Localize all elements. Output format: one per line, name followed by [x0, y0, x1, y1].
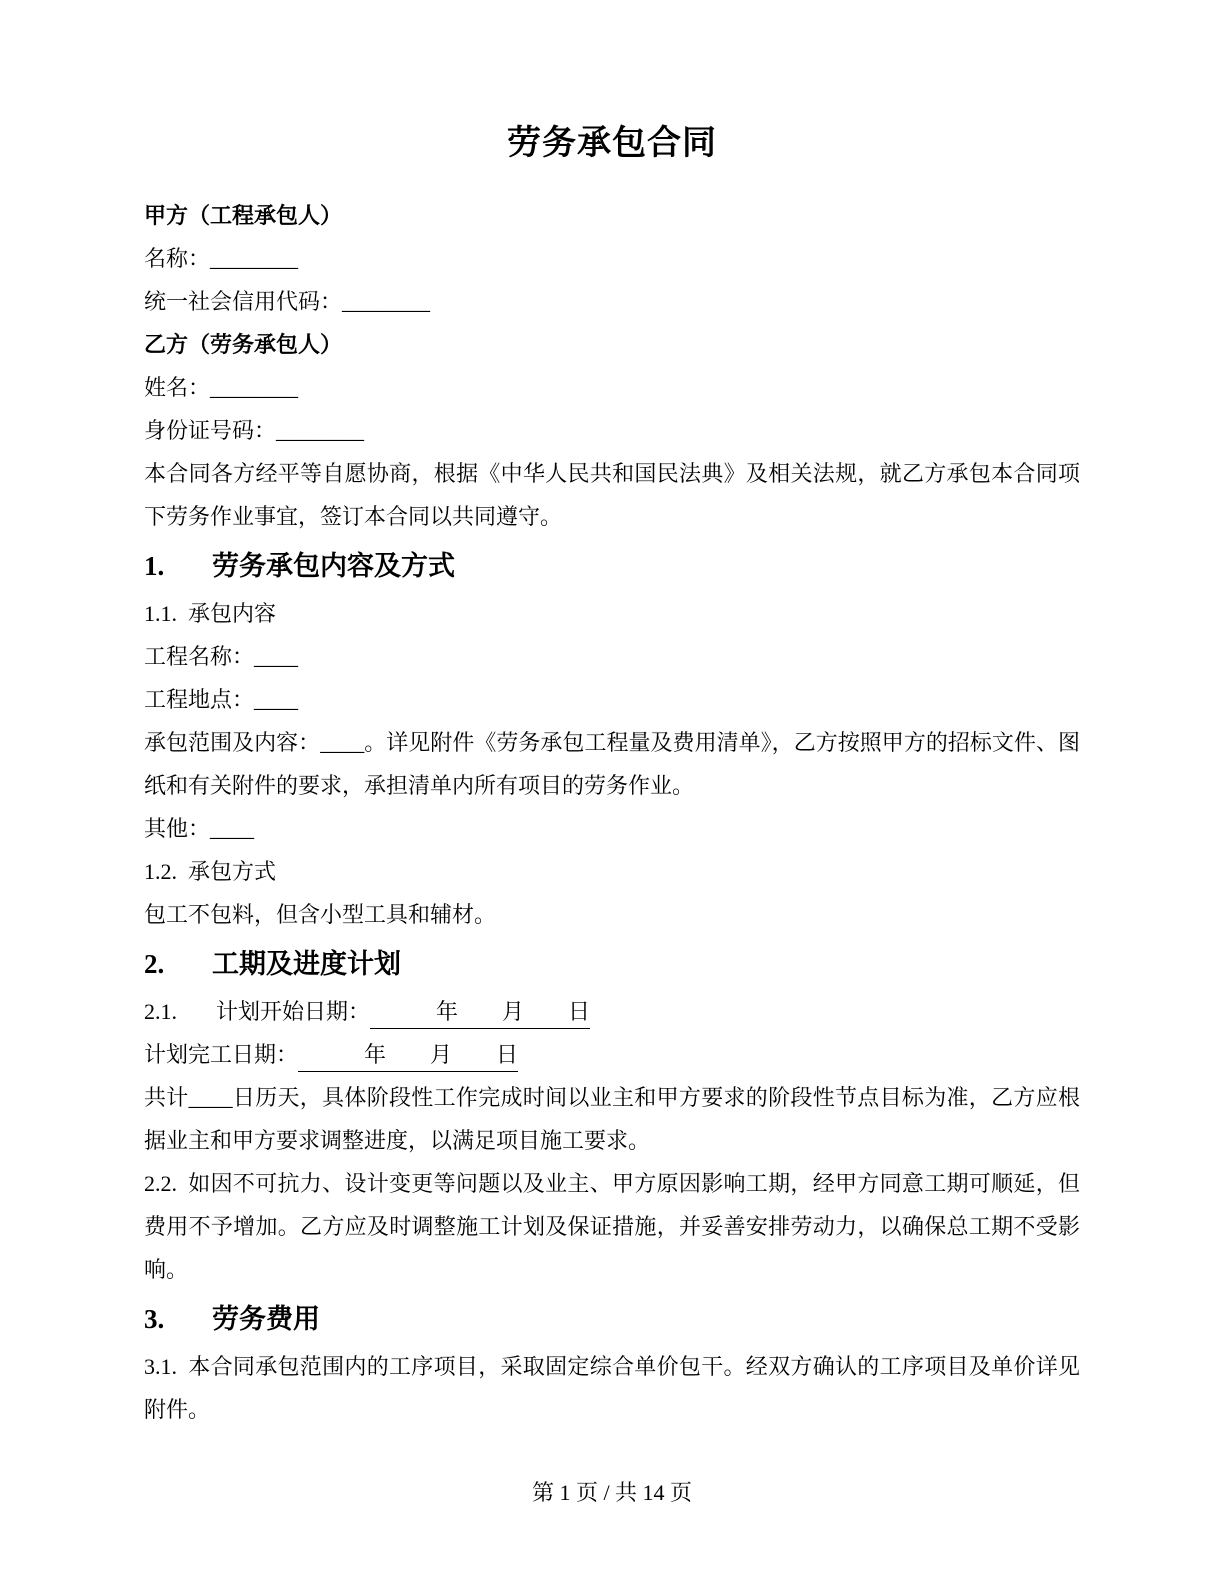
- preamble-paragraph: 本合同各方经平等自愿协商，根据《中华人民共和国民法典》及相关法规，就乙方承包本合同项下劳务作业事宜，签订本合同以共同遵守。: [144, 461, 1080, 529]
- section-2-number: 2.: [144, 949, 165, 979]
- finish-date-blank: 年 月 日: [298, 1039, 518, 1072]
- project-name-line: 工程名称：____: [144, 644, 299, 669]
- party-b-heading: 乙方（劳务承包人）: [144, 332, 343, 357]
- clause-3-1-paragraph: [144, 1345, 1080, 1431]
- clause-1-1-title: 承包内容: [188, 601, 277, 626]
- clause-2-2-text: 如因不可抗力、设计变更等问题以及业主、甲方原因影响工期，经甲方同意工期可顺延，但费用不予增加。乙方应及时调整施工计划及保证措施，并妥善安排劳动力，以确保总工期不受影响。: [144, 1171, 1080, 1282]
- clause-1-2-heading: [144, 850, 1080, 893]
- party-a-name-line: 名称：________: [144, 246, 299, 271]
- section-3-number: 3.: [144, 1304, 165, 1334]
- clause-2-2-paragraph: [144, 1162, 1080, 1291]
- section-3-heading: [144, 1295, 1080, 1343]
- clause-1-2-title: 承包方式: [188, 859, 277, 884]
- clause-1-1-heading: [144, 592, 1080, 635]
- start-date-label: 计划开始日期：: [216, 999, 371, 1024]
- clause-2-1-number: 2.1.: [144, 999, 177, 1024]
- clause-3-1-text: 本合同承包范围内的工序项目，采取固定综合单价包干。经双方确认的工序项目及单价详见附件。: [144, 1354, 1080, 1422]
- clause-1-2-number: 1.2.: [144, 859, 177, 884]
- section-2-heading: [144, 940, 1080, 988]
- start-date-blank: 年 月 日: [370, 996, 590, 1029]
- start-date-line: [144, 990, 1080, 1033]
- section-3-title: 劳务费用: [212, 1304, 320, 1334]
- finish-date-line: [144, 1033, 1080, 1076]
- finish-date-label: 计划完工日期：: [144, 1042, 299, 1067]
- party-b-id-line: 身份证号码：________: [144, 418, 365, 443]
- contract-method-paragraph: 包工不包料，但含小型工具和辅材。: [144, 902, 497, 927]
- section-1-number: 1.: [144, 551, 165, 581]
- section-1-title: 劳务承包内容及方式: [212, 551, 455, 581]
- duration-paragraph: 共计____日历天，具体阶段性工作完成时间以业主和甲方要求的阶段性节点目标为准，乙方应根据业主和甲方要求调整进度，以满足项目施工要求。: [144, 1085, 1080, 1153]
- section-1-heading: [144, 542, 1080, 590]
- clause-1-1-number: 1.1.: [144, 601, 177, 626]
- clause-2-2-number: 2.2.: [144, 1171, 177, 1196]
- party-a-heading: 甲方（工程承包人）: [144, 203, 343, 228]
- scope-paragraph: 承包范围及内容：____。详见附件《劳务承包工程量及费用清单》，乙方按照甲方的招标文件、图纸和有关附件的要求，承担清单内所有项目的劳务作业。: [144, 730, 1080, 798]
- page-footer: 第 1 页 / 共 14 页: [531, 1480, 693, 1505]
- section-2-title: 工期及进度计划: [212, 949, 401, 979]
- party-a-credit-code-line: 统一社会信用代码：________: [144, 289, 431, 314]
- party-b-name-line: 姓名：________: [144, 375, 299, 400]
- other-line: 其他：____: [144, 816, 255, 841]
- clause-3-1-number: 3.1.: [144, 1354, 177, 1379]
- document-title: 劳务承包合同: [507, 125, 717, 162]
- project-location-line: 工程地点：____: [144, 687, 299, 712]
